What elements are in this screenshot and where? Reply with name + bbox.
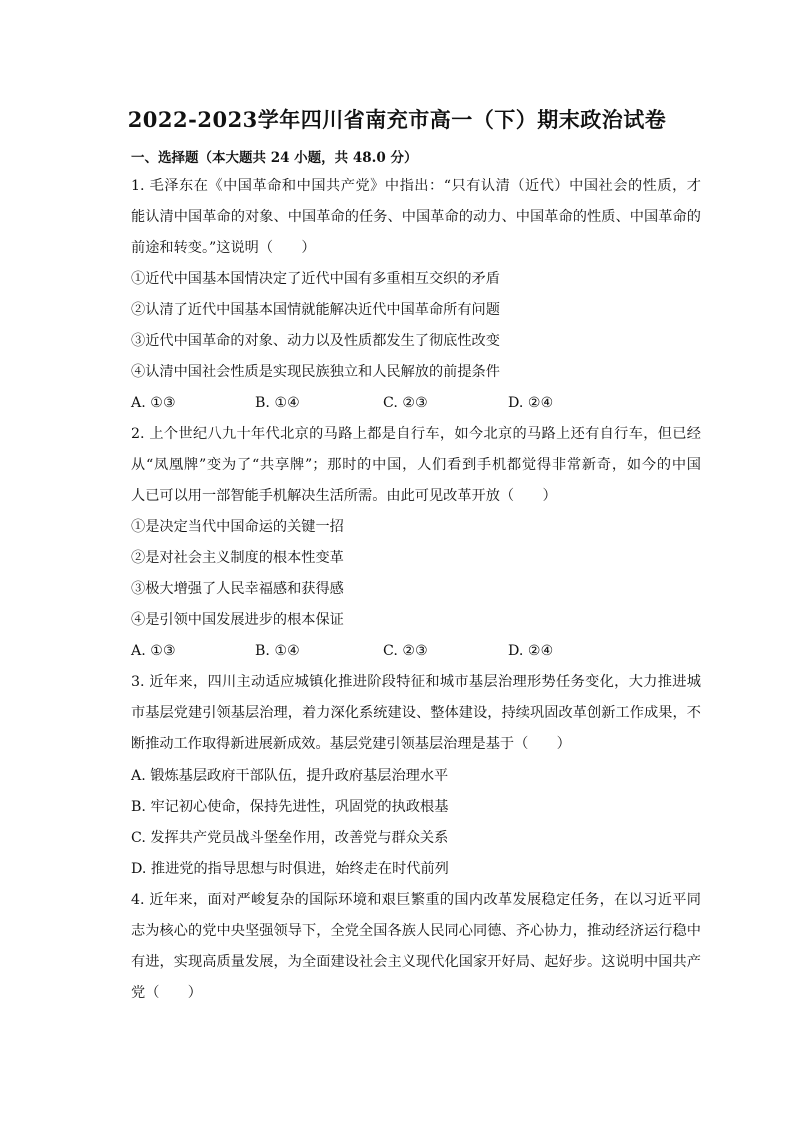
option-d: D. ②④: [508, 643, 554, 659]
question-3-option-a: A. 锻炼基层政府干部队伍，提升政府基层治理水平: [131, 768, 449, 784]
page-title: 2022-2023学年四川省南充市高一（下）期末政治试卷: [127, 107, 667, 132]
question-3-line-3: 断推动工作取得新进展新成效。基层党建引领基层治理是基于（ ）: [131, 736, 571, 752]
option-a: A. ①③: [131, 643, 176, 659]
question-3-option-c: C. 发挥共产党员战斗堡垒作用，改善党与群众关系: [131, 830, 449, 846]
question-1-line-3: 前途和转变。”这说明（ ）: [131, 240, 316, 256]
option-c: C. ②③: [383, 643, 428, 659]
question-1-line-1: 1. 毛泽东在《中国革命和中国共产党》中指出：“只有认清（近代）中国社会的性质，才: [131, 178, 701, 194]
question-2-line-1: 2. 上个世纪八九十年代北京的马路上都是自行车，如今北京的马路上还有自行车，但已经: [131, 426, 701, 442]
option-b: B. ①④: [255, 643, 300, 659]
question-2-line-3: 人已可以用一部智能手机解决生活所需。由此可见改革开放（ ）: [131, 488, 557, 504]
question-1-item-4: ④认清中国社会性质是实现民族独立和人民解放的前提条件: [131, 364, 500, 380]
question-1-item-2: ②认清了近代中国基本国情就能解决近代中国革命所有问题: [131, 302, 500, 318]
question-3-option-d: D. 推进党的指导思想与时俱进，始终走在时代前列: [131, 861, 449, 877]
question-1-item-3: ③近代中国革命的对象、动力以及性质都发生了彻底性改变: [131, 333, 500, 349]
question-4-line-2: 志为核心的党中央坚强领导下，全党全国各族人民同心同德、齐心协力，推动经济运行稳中: [131, 923, 701, 939]
question-3-option-b: B. 牢记初心使命，保持先进性，巩固党的执政根基: [131, 799, 449, 815]
question-2-item-2: ②是对社会主义制度的根本性变革: [131, 550, 344, 566]
question-4-line-4: 党（ ）: [131, 985, 202, 1001]
question-2-item-4: ④是引领中国发展进步的根本保证: [131, 612, 344, 628]
section-heading: 一、选择题（本大题共 24 小题，共 48.0 分）: [131, 150, 418, 166]
question-4-line-3: 有进，实现高质量发展，为全面建设社会主义现代化国家开好局、起好步。这说明中国共产: [131, 954, 701, 970]
question-3-line-2: 市基层党建引领基层治理，着力深化系统建设、整体建设，持续巩固改革创新工作成果，不: [131, 705, 701, 721]
question-2-item-3: ③极大增强了人民幸福感和获得感: [131, 581, 344, 597]
question-3-line-1: 3. 近年来，四川主动适应城镇化推进阶段特征和城市基层治理形势任务变化，大力推进城: [131, 674, 701, 690]
question-1-line-2: 能认清中国革命的对象、中国革命的任务、中国革命的动力、中国革命的性质、中国革命的: [131, 209, 701, 225]
question-1-item-1: ①近代中国基本国情决定了近代中国有多重相互交织的矛盾: [131, 271, 500, 287]
option-d: D. ②④: [508, 395, 554, 411]
question-4-line-1: 4. 近年来，面对严峻复杂的国际环境和艰巨繁重的国内改革发展稳定任务，在以习近平同: [131, 892, 701, 908]
option-b: B. ①④: [255, 395, 300, 411]
option-a: A. ①③: [131, 395, 176, 411]
question-2-line-2: 从“凤凰牌”变为了“共享牌”；那时的中国，人们看到手机都觉得非常新奇，如今的中国: [131, 457, 701, 473]
option-c: C. ②③: [383, 395, 428, 411]
question-2-item-1: ①是决定当代中国命运的关键一招: [131, 519, 344, 535]
